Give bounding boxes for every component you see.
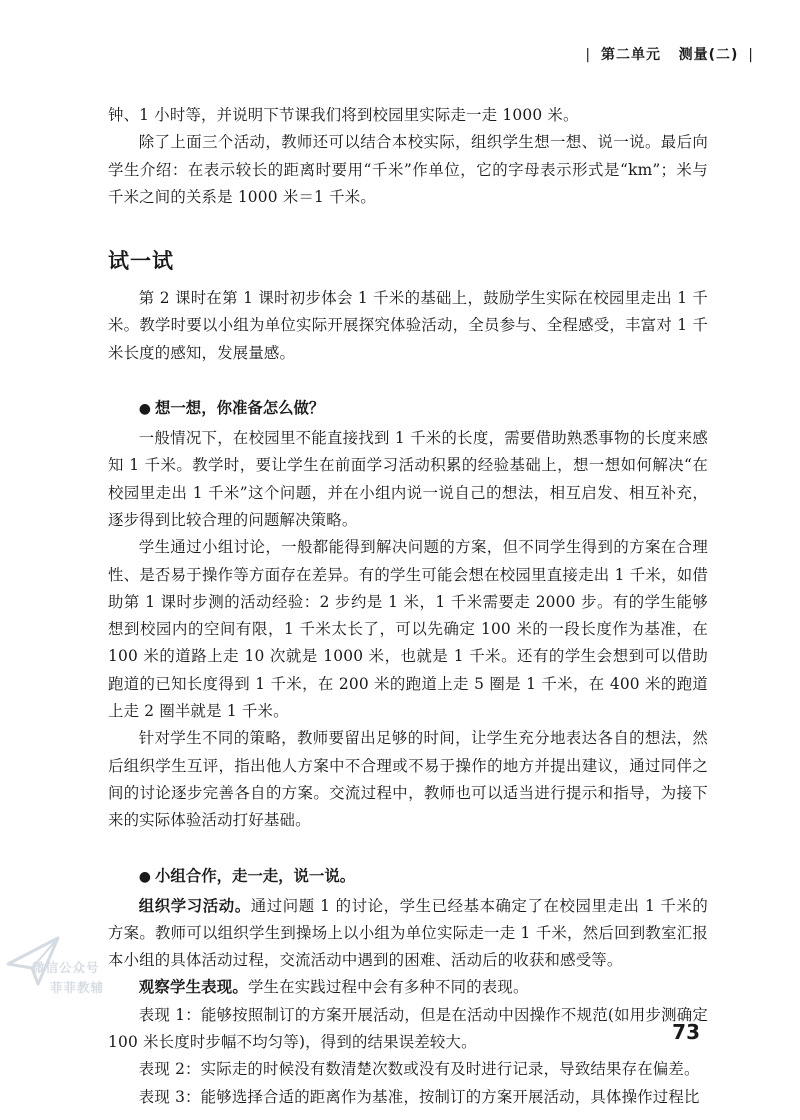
part2-organize-lead: 组织学习活动。 [138,896,251,915]
header-unit: 第二单元 [600,47,661,63]
running-header [581,44,758,64]
bullet-icon: ● [138,401,152,418]
part1-heading [108,395,708,423]
part2-heading [108,863,708,891]
part2-observe-text: 学生在实践过程中会有多种不同的表现。 [247,978,529,997]
watermark-line2: 菲菲教辅 [50,980,105,995]
part2-observe-lead: 观察学生表现。 [138,978,248,997]
performance-3: 表现 3：能够选择合适的距离作为基准，按制订的方案开展活动，具体操作过程比 [138,1087,700,1106]
watermark [4,930,134,1020]
header-divider-left: | [585,47,592,63]
part2-heading-text: 小组合作，走一走，说一说。 [155,866,356,885]
section-title: 试一试 [108,249,174,274]
page-body [108,102,708,1111]
header-topic: 测量(二) [678,47,739,63]
page-number: 73 [672,1020,700,1044]
part1-paragraph: 学生通过小组讨论，一般都能得到解决问题的方案，但不同学生得到的方案在合理性、是否易于操作等方面存在差异。有的学生可能会想在校园里直接走出 1 千米，如借助第 1 课时步测的活动经验：2 步约是 1 米，1 千米需要走 2000 步。有的学生能够想到校园内的空间有限，1 千米太长了，可以先确定 100 米的一段长度作为基准，在 100 米的道路上走 10 次就是 1000 米，也就是 1 千米。还有的学生会想到可以借助跑道的已知长度得到 1 千米，在 200 米的跑道上走 5 圈是 1 千米，在 400 米的跑道上走 2 圈半就是 1 千米。 [108,538,708,721]
performance-2: 表现 2：实际走的时候没有数清楚次数或没有及时进行记录，导致结果存在偏差。 [138,1060,700,1079]
part2-observe [108,974,708,1001]
part2-organize [108,893,708,975]
paragraph-continued: 钟、1 小时等，并说明下节课我们将到校园里实际走一走 1000 米。 [108,106,579,124]
bullet-icon: ● [138,868,152,885]
part1-heading-text: 想一想，你准备怎么做？ [155,399,325,418]
part1-paragraph: 一般情况下，在校园里不能直接找到 1 千米的长度，需要借助熟悉事物的长度来感知 1 千米。教学时，要让学生在前面学习活动积累的经验基础上，想一想如何解决“在校园里走出 1 千米”这个问题，并在小组内说一说自己的想法，相互启发、相互补充，逐步得到比较合理的问题解决策略。 [108,429,708,529]
part1-paragraph: 针对学生不同的策略，教师要留出足够的时间，让学生充分地表达各自的想法，然后组织学生互评，指出他人方案中不合理或不易于操作的地方并提出建议，通过同伴之间的讨论逐步完善各自的方案。交流过程中，教师也可以适当进行提示和指导，为接下来的实际体验活动打好基础。 [108,729,708,830]
header-divider-right: | [748,47,754,63]
performance-1: 表现 1：能够按照制订的方案开展活动，但是在活动中因操作不规范(如用步测确定 100 米长度时步幅不均匀等)，得到的结果误差较大。 [108,1005,708,1052]
section-intro: 第 2 课时在第 1 课时初步体会 1 千米的基础上，鼓励学生实际在校园里走出 1 千米。教学时要以小组为单位实际开展探究体验活动，全员参与、全程感受，丰富对 1 千米长度的感知，发展量感。 [108,289,708,362]
paragraph-km-intro: 除了上面三个活动，教师还可以结合本校实际，组织学生想一想、说一说。最后向学生介绍：在表示较长的距离时要用“千米”作单位，它的字母表示形式是“km”；米与千米之间的关系是 1000 米＝1 千米。 [108,133,708,206]
part2-organize-text: 通过问题 1 的讨论，学生已经基本确定了在校园里走出 1 千米的方案。教师可以组织学生到操场上以小组为单位实际走一走 1 千米，然后回到教室汇报本小组的具体活动过程，交流活动中遇到的困难、活动后的收获和感受等。 [108,896,708,970]
watermark-line1: 微信公众号 [32,960,100,975]
